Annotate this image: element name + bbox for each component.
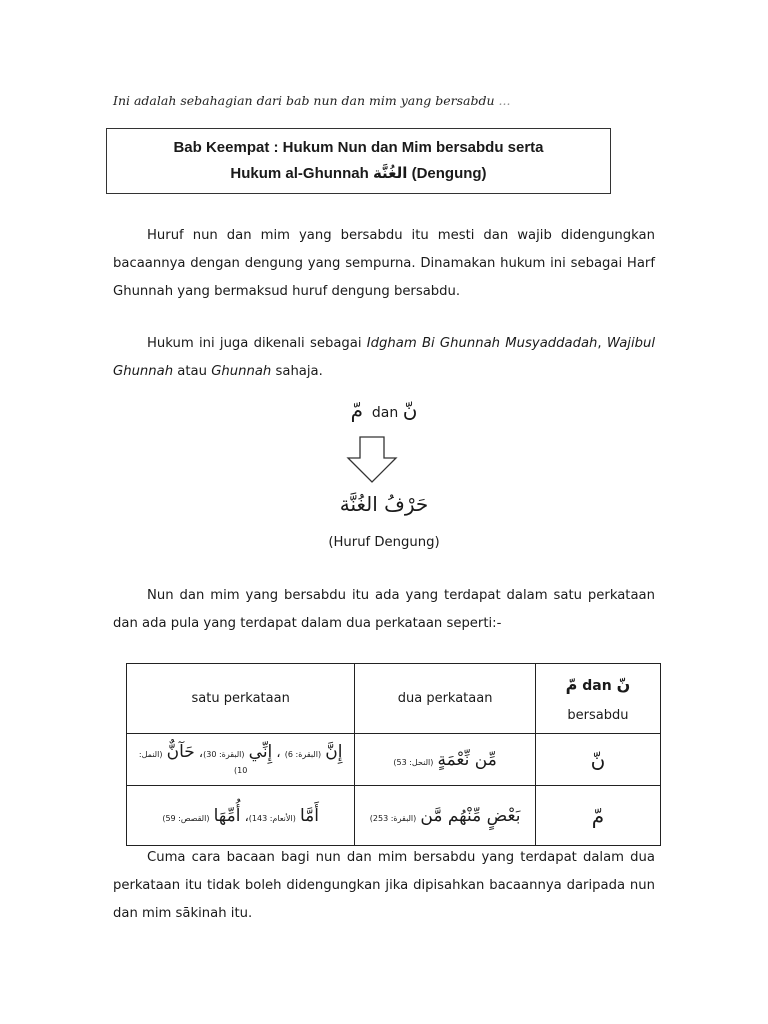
- paragraph-names-part1: Hukum ini juga dikenali sebagai: [147, 336, 362, 351]
- nun-satu-word2: إِنِّي: [248, 742, 273, 762]
- nun-letter-cell: نّ: [535, 734, 660, 786]
- harf-ghunnah-arabic: حَرْفُ الغُنَّة: [339, 492, 429, 516]
- term-wajibul: Wajibul Ghunnah: [113, 336, 655, 379]
- mim-letter: مّ: [350, 398, 363, 422]
- chapter-title-prefix: Hukum al-Ghunnah: [230, 165, 369, 182]
- nun-satu-word3: حَآنٌّ: [166, 742, 195, 762]
- mim-dua-examples: [369, 805, 521, 826]
- term-ghunnah: Ghunnah: [211, 364, 272, 379]
- chapter-title-suffix: (Dengung): [411, 165, 487, 182]
- nun-dua-word1: مِّن نِّعْمَةٍ: [437, 749, 497, 770]
- paragraph-examples-intro: Nun dan mim yang bersabdu itu ada yang terdapat dalam satu perkataan dan ada pula yang terdapat dalam dua perkataan seperti:-: [113, 588, 655, 631]
- nun-dua-cell: [355, 734, 536, 786]
- paragraph-names-part3: sahaja.: [275, 364, 323, 379]
- term-idgham: Idgham Bi Ghunnah Musyaddadah: [366, 336, 598, 351]
- nun-letter: نّ: [402, 398, 418, 422]
- mim-dua-cell: [355, 786, 536, 846]
- mim-satu-ref1: (الأنعام: 143): [248, 813, 296, 823]
- header-letters: [535, 664, 660, 734]
- table-row: [127, 786, 661, 846]
- table-header-row: [127, 664, 661, 734]
- nun-satu-cell: [127, 734, 355, 786]
- paragraph-closing: Cuma cara bacaan bagi nun dan mim bersabdu yang terdapat dalam dua perkataan itu tidak boleh didengungkan jika dipisahkan bacaannya daripada nun dan mim sākinah itu.: [113, 850, 655, 921]
- header-satu-perkataan: satu perkataan: [127, 664, 355, 734]
- mim-satu-word2: أُمِّهَا: [213, 805, 241, 826]
- mim-dua-ref1: (البقرة: 253): [369, 813, 417, 823]
- dan-label: dan: [371, 405, 399, 421]
- term-comma: ,: [597, 336, 602, 351]
- nun-dua-examples: [393, 749, 497, 770]
- intro-ellipsis: ...: [498, 93, 511, 108]
- nun-dua-ref1: (النحل: 53): [393, 757, 434, 767]
- down-arrow-icon: [346, 436, 398, 484]
- mim-dua-word1: بَعْضٍ مِّنْهُم مَّن: [420, 805, 521, 826]
- paragraph-names: [113, 330, 655, 386]
- chapter-title-arabic: الغُنَّة: [372, 164, 408, 182]
- mim-satu-cell: [127, 786, 355, 846]
- mim-satu-examples: أَمَّا (الأنعام: 143)، أُمِّهَا (القصص: 59): [162, 805, 319, 826]
- chapter-title-line1: Bab Keempat : Hukum Nun dan Mim bersabdu serta: [173, 139, 544, 156]
- nun-satu-sep: ،: [276, 746, 281, 761]
- paragraph-intro: Huruf nun dan mim yang bersabdu itu mesti dan wajib didengungkan bacaannya dengan dengung yang sempurna. Dinamakan hukum ini sebagai Harf Ghunnah yang bermaksud huruf dengung bersabdu.: [113, 228, 655, 299]
- header-bersabdu: bersabdu: [567, 707, 629, 723]
- examples-table: [126, 663, 661, 846]
- nun-satu-ref2: (البقرة: 30): [203, 750, 245, 759]
- intro-text: Ini adalah sebahagian dari bab nun dan mim yang bersabdu: [113, 93, 495, 108]
- mim-letter-cell: مّ: [535, 786, 660, 846]
- header-nun: نّ: [616, 674, 631, 694]
- intro-note: [113, 93, 510, 108]
- mim-satu-ref2: (القصص: 59): [162, 813, 210, 823]
- nun-satu-ref1: (البقرة: 6): [284, 750, 322, 759]
- huruf-dengung-caption: (Huruf Dengung): [328, 535, 440, 550]
- header-mim: مّ: [565, 674, 578, 694]
- mim-satu-word1: أَمَّا: [299, 805, 319, 826]
- letters-row: [0, 398, 768, 422]
- header-dan: dan: [582, 677, 612, 694]
- table-row: [127, 734, 661, 786]
- header-dua-perkataan: dua perkataan: [355, 664, 536, 734]
- nun-satu-ref3: (النمل: 10): [138, 750, 248, 775]
- nun-satu-examples: إِنَّ (البقرة: 6) ، إِنِّي (البقرة: 30)، حَآنٌّ (النمل: 10): [138, 742, 343, 775]
- paragraph-names-part2: atau: [177, 364, 207, 379]
- nun-satu-word1: إِنَّ: [325, 742, 343, 762]
- chapter-title-box: [106, 128, 611, 194]
- chapter-title-line2: [107, 164, 610, 183]
